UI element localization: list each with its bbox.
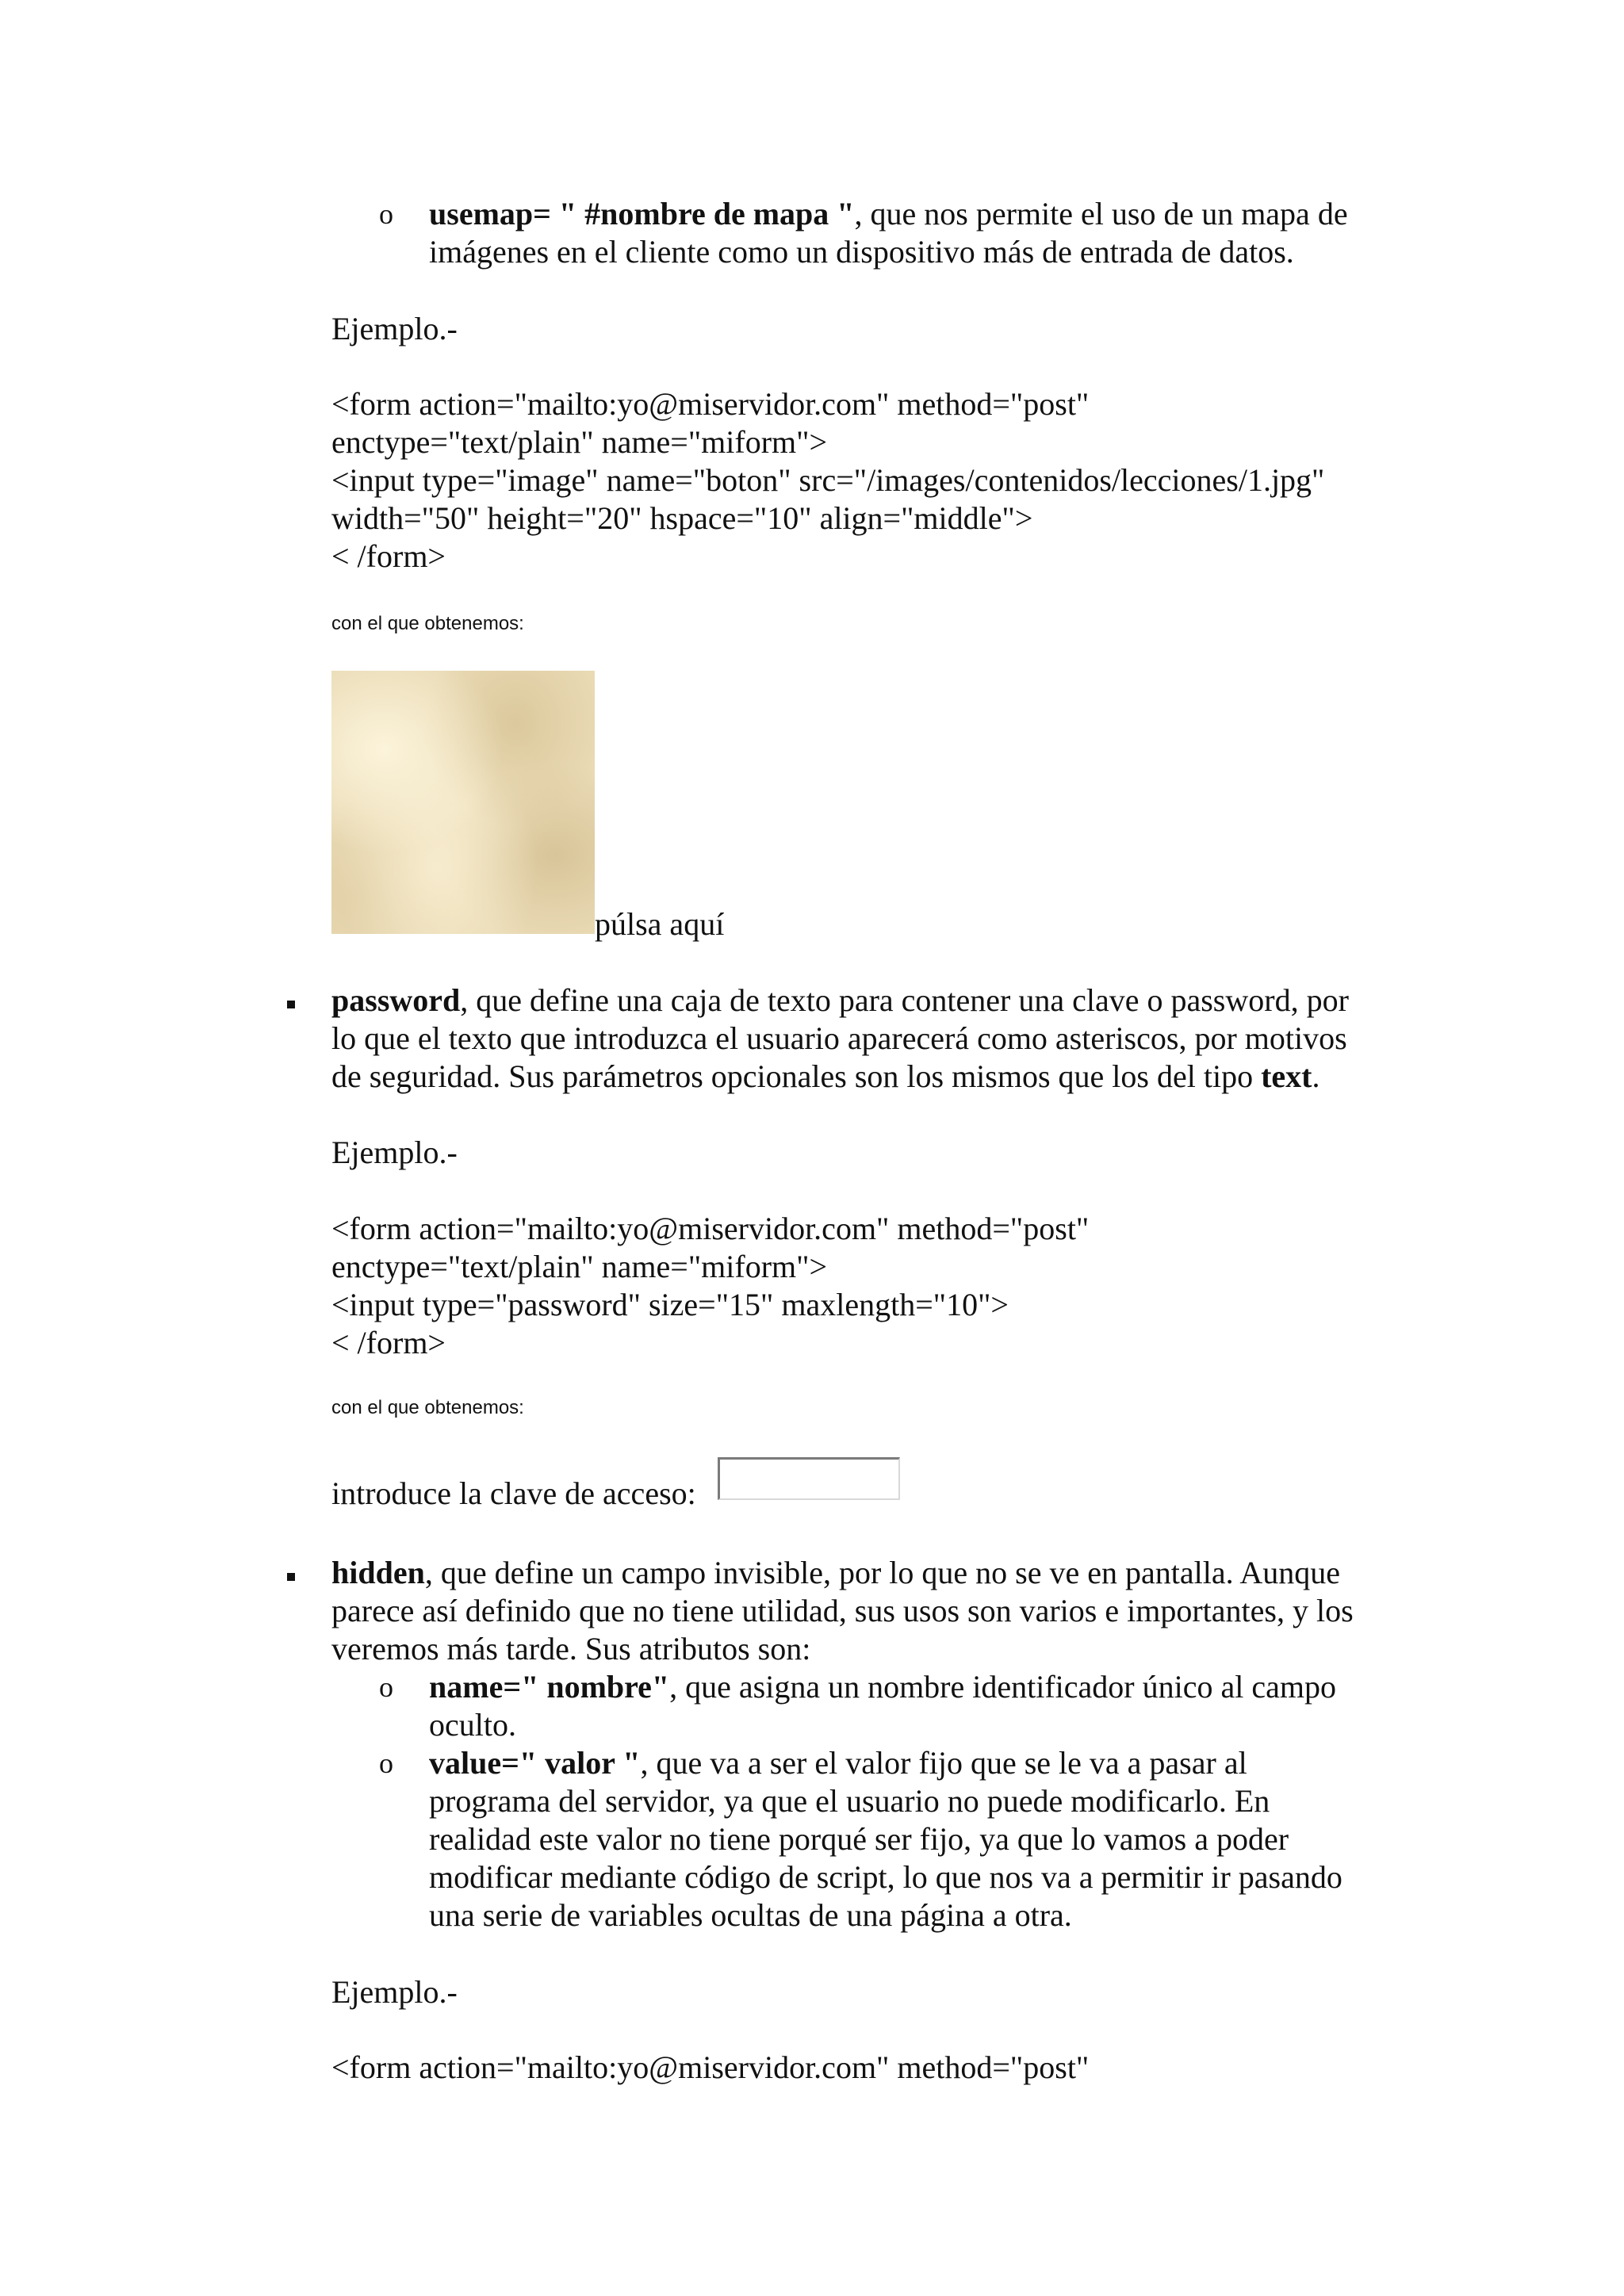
image-caption: púlsa aquí (595, 906, 725, 942)
example-label: Ejemplo.- (331, 1135, 458, 1170)
password-input-label: introduce la clave de acceso: (331, 1475, 696, 1511)
hidden-term: hidden (331, 1555, 425, 1590)
value-attr-line-5: una serie de variables ocultas de una página a otra. (429, 1897, 1072, 1933)
value-attr-term: value=" valor " (429, 1745, 641, 1781)
hidden-line-2: parece así definido que no tiene utilidad, sus usos son varios e importantes, y los (331, 1593, 1354, 1628)
code-line: < /form> (331, 1325, 446, 1360)
usemap-line-2: imágenes en el cliente como un dispositivo más de entrada de datos. (429, 234, 1294, 270)
value-attr-line-4: modificar mediante código de script, lo que nos va a permitir ir pasando (429, 1859, 1342, 1895)
password-line-1: password, que define una caja de texto para contener una clave o password, por (331, 982, 1349, 1018)
password-line-3: de seguridad. Sus parámetros opcionales son los mismos que los del tipo text. (331, 1058, 1320, 1094)
sub-bullet: o (379, 198, 393, 230)
sub-bullet: o (379, 1747, 393, 1779)
usemap-term: usemap= " #nombre de mapa " (429, 196, 855, 232)
usemap-line-1: usemap= " #nombre de mapa ", que nos permite el uso de un mapa de (429, 196, 1348, 232)
code-line: <input type="image" name="boton" src="/images/contenidos/lecciones/1.jpg" (331, 462, 1325, 498)
sub-bullet: o (379, 1671, 393, 1703)
result-label: con el que obtenemos: (331, 613, 524, 634)
value-attr-line-1: value=" valor ", que va a ser el valor fijo que se le va a pasar al (429, 1745, 1247, 1781)
hidden-line-1: hidden, que define un campo invisible, por lo que no se ve en pantalla. Aunque (331, 1555, 1340, 1590)
password-term: password (331, 982, 461, 1018)
result-label: con el que obtenemos: (331, 1397, 524, 1418)
password-line-2: lo que el texto que introduzca el usuario aparecerá como asteriscos, por motivos (331, 1020, 1347, 1056)
hidden-line-3: veremos más tarde. Sus atributos son: (331, 1631, 811, 1667)
code-line: <input type="password" size="15" maxlength="10"> (331, 1287, 1009, 1322)
code-line: <form action="mailto:yo@miservidor.com" method="post" (331, 1211, 1090, 1246)
code-line: width="50" height="20" hspace="10" align="middle"> (331, 500, 1033, 536)
code-line: <form action="mailto:yo@miservidor.com" method="post" (331, 386, 1090, 422)
example-label: Ejemplo.- (331, 1974, 458, 2010)
name-attr-line-1: name=" nombre", que asigna un nombre identificador único al campo (429, 1669, 1336, 1705)
square-bullet (287, 1573, 295, 1581)
code-line: <form action="mailto:yo@miservidor.com" method="post" (331, 2049, 1090, 2085)
square-bullet (287, 1001, 295, 1008)
example-label: Ejemplo.- (331, 311, 458, 346)
code-line: enctype="text/plain" name="miform"> (331, 424, 828, 460)
code-line: enctype="text/plain" name="miform"> (331, 1249, 828, 1284)
value-attr-line-2: programa del servidor, ya que el usuario no puede modificarlo. En (429, 1783, 1270, 1819)
value-attr-line-3: realidad este valor no tiene porqué ser fijo, ya que lo vamos a poder (429, 1821, 1289, 1857)
image-submit-button[interactable] (331, 671, 595, 934)
password-input[interactable] (718, 1457, 900, 1500)
code-line: < /form> (331, 538, 446, 574)
name-attr-line-2: oculto. (429, 1707, 516, 1743)
name-attr-term: name=" nombre" (429, 1669, 670, 1705)
